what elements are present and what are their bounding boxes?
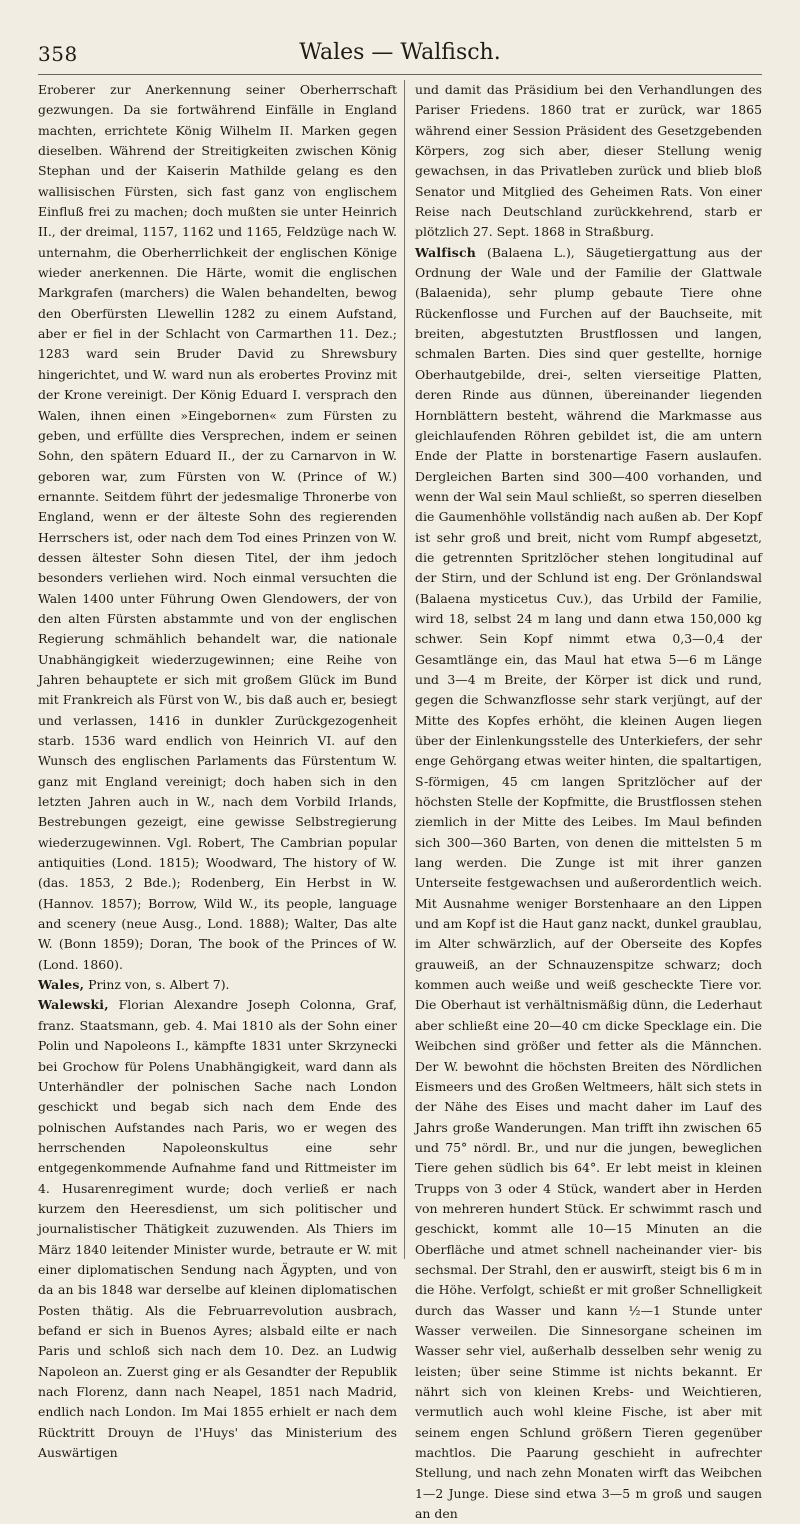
header-rule (38, 74, 762, 75)
running-title: Wales — Walfisch. (299, 40, 501, 65)
left-column (38, 80, 397, 1461)
page-number: 358 (38, 42, 78, 66)
entry-wales-prinz (38, 975, 397, 995)
entry-walewski-continued: und damit das Präsidium bei den Verhandlungen des Pariser Friedens. 1860 trat er zurück, war 1865 während einer Session Präsident des Gesetzgebenden Körpers, zog sich aber, dieser Stellung wenig gewachsen, in das Privatleben zurück und blieb bloß Senator und Mitglied des Geheimen Rats. Von einer Reise nach Deutschland zurückkehrend, starb er plötzlich 27. Sept. 1868 in Straßburg. (415, 82, 762, 240)
entry-walewski (38, 995, 397, 1463)
lemma-wales: Wales, (38, 977, 85, 993)
entry-text: (Balaena L.), Säugetiergattung aus der Ordnung der Wale und der Familie der Glattwale (Balaenida), sehr plump gebaute Tiere ohne Rückenflosse und Furchen auf der Bauchseite, mit breiten, abgestutzten Brustflossen und langen, schmalen Barten. Dies sind quer gestellte, hornige Oberhautgebilde, drei-, selten vierseitige Platten, deren Rinde aus dünnen, übereinander liegenden Hornblättern besteht, während die Markmasse aus gleichlaufenden Röhren gebildet ist, die am untern Ende der Platte in borstenartige Fasern auslaufen. Dergleichen Barten sind 300—400 vorhanden, und wenn der Wal sein Maul schließt, so sperren dieselben die Gaumenhöhle vollständig nach außen ab. Der Kopf ist sehr groß und breit, nicht vom Rumpf abgesetzt, die getrennten Spritzlöcher stehen longitudinal auf der Stirn, und der Schlund ist eng. Der Grönlandswal (Balaena mysticetus Cuv.), das Urbild der Familie, wird 18, selbst 24 m lang und dann etwa 150,000 kg schwer. Sein Kopf nimmt etwa 0,3—0,4 der Gesamtlänge ein, das Maul hat etwa 5—6 m Länge und 3—4 m Breite, der Körper ist dick und rund, gegen die Schwanzflosse sehr stark verjüngt, auf der Mitte des Kopfes erhöht, die kleinen Augen liegen über der Einlenkungsstelle des Unterkiefers, der sehr enge Gehörgang etwas weiter hinten, die spaltartigen, S-förmigen, 45 cm langen Spritzlöcher auf der höchsten Stelle der Kopfmitte, die Brustflossen stehen ziemlich in der Mitte des Leibes. Im Maul befinden sich 300—360 Barten, von denen die mittelsten 5 m lang werden. Die Zunge ist mit ihrer ganzen Unterseite festgewachsen und außerordentlich weich. Mit Ausnahme weniger Borstenhaare an den Lippen und am Kopf ist die Haut ganz nackt, dunkel graublau, im Alter schwärzlich, auf der Oberseite des Kopfes grauweiß, an der Schnauzenspitze schwarz; doch kommen auch weiße und weiß gescheckte Tiere vor. Die Oberhaut ist verhältnismäßig dünn, die Lederhaut aber schließt eine 20—40 cm dicke Specklage ein. Die Weibchen sind größer und fetter als die Männchen. Der W. bewohnt die höchsten Breiten des Nördlichen Eismeers und des Großen Weltmeers, hält sich stets in der Nähe des Eises und macht daher im Lauf des Jahrs große Wanderungen. Man trifft ihn zwischen 65 und 75° nördl. Br., und nur die jungen, beweglichen Tiere gehen südlich bis 64°. Er lebt meist in kleinen Trupps von 3 oder 4 Stück, wandert aber in Herden von mehreren hundert Stück. Er schwimmt rasch und geschickt, kommt alle 10—15 Minuten an die Oberfläche und atmet schnell nacheinander vier- bis sechsmal. Der Strahl, den er auswirft, steigt bis 6 m in die Höhe. Verfolgt, schießt er mit großer Schnelligkeit durch das Wasser und kann ½—1 Stunde unter Wasser verweilen. Die Sinnesorgane scheinen im Wasser sehr viel, außerhalb desselben sehr wenig zu leisten; über seine Stimme ist nichts bekannt. Er nährt sich von kleinen Krebs- und Weichtieren, vermutlich auch wohl kleine Fische, ist aber mit seinem engen Schlund größern Tieren gegenüber machtlos. Die Paarung geschieht in aufrechter Stellung, und nach zehn Monaten wirft das Weibchen 1—2 Junge. Diese sind etwa 3—5 m groß und saugen an den (415, 244, 762, 1522)
column-divider (404, 80, 405, 1259)
entry-text: Florian Alexandre Joseph Colonna, Graf, franz. Staatsmann, geb. 4. Mai 1810 als der Sohn einer Polin und Napoleons I., kämpfte 1831 unter Skrzynecki bei Grochow für Polens Unabhängigkeit, ward dann als Unterhändler der polnischen Sache nach London geschickt und begab sich nach dem Ende des polnischen Aufstandes nach Paris, wo er wegen des herrschenden Napoleonskultus eine sehr entgegenkommende Aufnahme fand und Rittmeister im 4. Husarenregiment wurde; doch verließ er nach kurzem den Heeresdienst, um sich politischer und journalistischer Thätigkeit zuzuwenden. Als Thiers im März 1840 leitender Minister wurde, betraute er W. mit einer diplomatischen Sendung nach Ägypten, und von da an bis 1848 war derselbe auf kleinen diplomatischen Posten thätig. Als die Februarrevolution ausbrach, befand er sich in Buenos Ayres; alsbald eilte er nach Paris und schloß sich nach dem 10. Dez. an Ludwig Napoleon an. Zuerst ging er als Gesandter der Republik nach Florenz, dann nach Neapel, 1851 nach Madrid, endlich nach London. Im Mai 1855 erhielt er nach dem Rücktritt Drouyn de l'Huys' das Ministerium des Auswärtigen (38, 997, 397, 1461)
entry-wales-continued: Eroberer zur Anerkennung seiner Oberherrschaft gezwungen. Da sie fortwährend Einfälle in England machten, errichtete König Wilhelm II. Marken gegen dieselben. Während der Streitigkeiten zwischen König Stephan und der Kaiserin Mathilde gelang es den wallisischen Fürsten, sich fast ganz von englischem Einfluß frei zu machen; doch mußten sie unter Heinrich II., der dreimal, 1157, 1162 und 1165, Feldzüge nach W. unternahm, die Oberherrlichkeit der englischen Könige wieder anerkennen. Die Härte, womit die englischen Markgrafen (marchers) die Walen behandelten, bewog den Oberfürsten Llewellin 1282 zu einem Aufstand, aber er fiel in der Schlacht von Carmarthen 11. Dez.; 1283 ward sein Bruder David zu Shrewsbury hingerichtet, und W. ward nun als erobertes Provinz mit der Krone vereinigt. Der König Eduard I. versprach den Walen, ihnen einen »Eingebornen« zum Fürsten zu geben, und erfüllte dies Versprechen, indem er seinen Sohn, den spätern Eduard II., der zu Carnarvon in W. geboren war, zum Fürsten von W. (Prince of W.) ernannte. Seitdem führt der jedesmalige Thronerbe von England, wenn er der älteste Sohn des regierenden Herrschers ist, oder nach dem Tod eines Prinzen von W. dessen ältester Sohn diesen Titel, der ihm jedoch besonders verliehen wird. Noch einmal versuchten die Walen 1400 unter Führung Owen Glendowers, der von den alten Fürsten abstammte und von der englischen Regierung schmählich behandelt war, die nationale Unabhängigkeit wiederzugewinnen; eine Reihe von Jahren behauptete er sich mit großem Glück im Bund mit Frankreich als Fürst von W., bis daß auch er, besiegt und verlassen, 1416 in dunkler Zurückgezogenheit starb. 1536 ward endlich von Heinrich VI. auf den Wunsch des englischen Parlaments das Fürstentum W. ganz mit England vereinigt; doch haben sich in den letzten Jahren auch in W., nach dem Vorbild Irlands, Bestrebungen gezeigt, eine gewisse Selbstregierung wiederzugewinnen. Vgl. Robert, The Cambrian popular antiquities (Lond. 1815); Woodward, The history of W. (das. 1853, 2 Bde.); Rodenberg, Ein Herbst in W. (Hannov. 1857); Borrow, Wild W., its people, language and scenery (neue Ausg., Lond. 1888); Walter, Das alte W. (Bonn 1859); Doran, The book of the Princes of W. (Lond. 1860). (38, 82, 397, 972)
lemma-walfisch: Walfisch (415, 244, 476, 260)
entry-text: Prinz von, s. Albert 7). (84, 977, 230, 993)
page-header (38, 38, 762, 72)
lemma-walewski: Walewski, (38, 997, 109, 1013)
text-columns (38, 80, 762, 1522)
right-column (415, 80, 762, 1522)
entry-walfisch (415, 243, 762, 1524)
